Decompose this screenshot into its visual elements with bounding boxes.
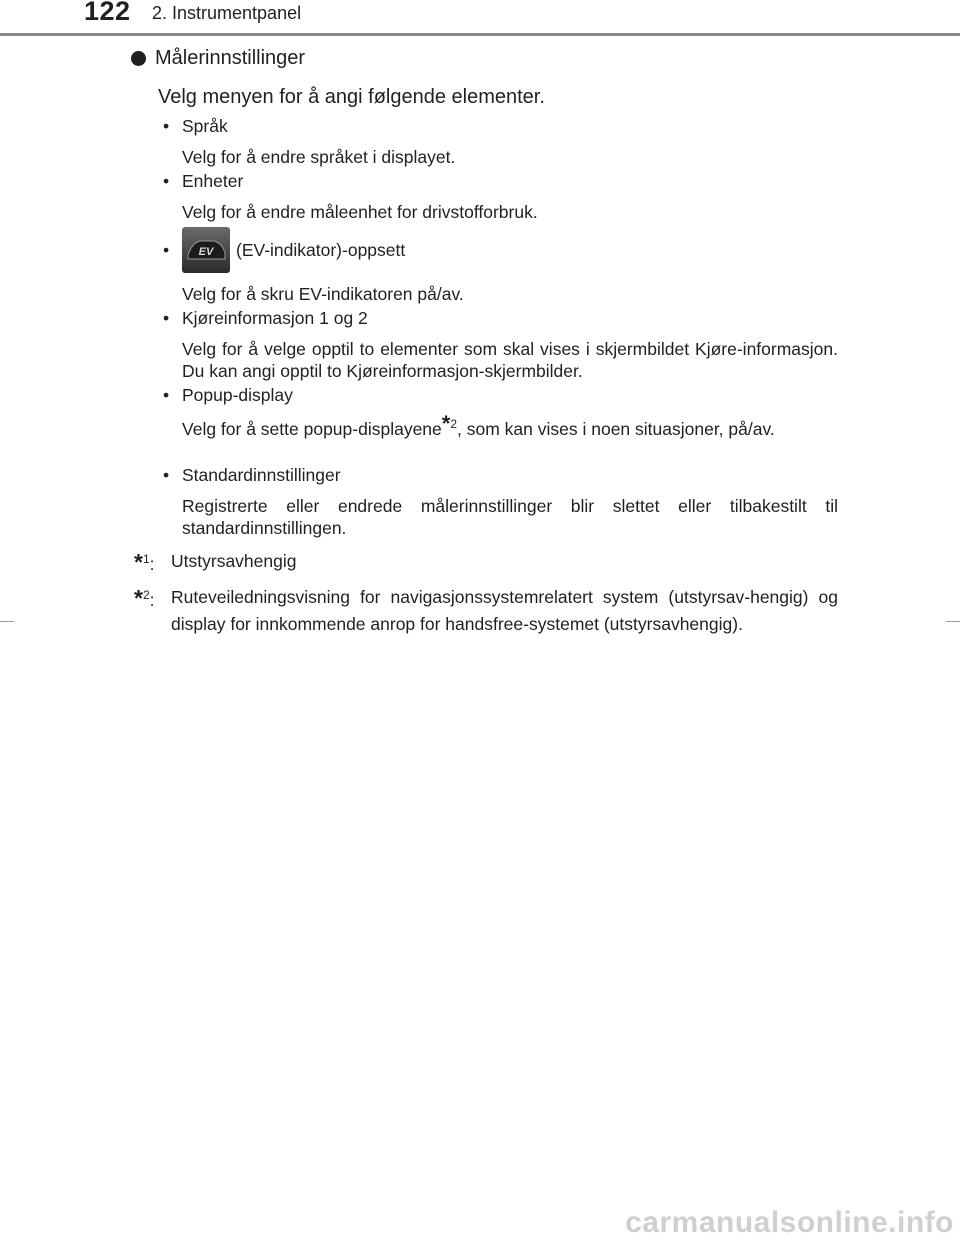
svg-text:EV: EV xyxy=(198,246,214,258)
list-item-desc: Velg for å endre språket i displayet. xyxy=(182,147,456,167)
crop-mark-left xyxy=(0,621,14,622)
list-item-title: • Enheter xyxy=(163,171,244,191)
crop-mark-right xyxy=(946,621,960,622)
section-heading-text: Målerinnstillinger xyxy=(155,47,306,69)
list-item-title: • Kjøreinformasjon 1 og 2 xyxy=(163,308,368,328)
ev-indicator-icon xyxy=(182,227,230,273)
section-intro: Velg menyen for å angi følgende elementer. xyxy=(158,86,545,108)
footnote-text: Utstyrsavhengig xyxy=(171,551,297,571)
chapter-title: 2. Instrumentpanel xyxy=(152,3,302,23)
footnote-marker: *$^2$: xyxy=(134,584,155,611)
header-rule xyxy=(0,33,960,36)
list-item-desc: Velg for å sette popup-displayene$^{*2}$, som kan vises i noen situasjoner, på/av. xyxy=(182,411,775,439)
list-item-title: • Popup-display xyxy=(163,385,293,405)
list-item-title: • Språk xyxy=(163,116,228,136)
list-item-desc: Registrerte eller endrede målerinnstillinger blir slettet eller tilbakestilt til standardinnstillingen. xyxy=(182,496,838,538)
list-item-desc: Velg for å endre måleenhet for drivstofforbruk. xyxy=(182,202,538,222)
footnote-text: Ruteveiledningsvisning for navigasjonssystemrelatert system (utstyrsav-hengig) og display for innkommende anrop for handsfree-systemet (utstyrsavhengig). xyxy=(171,587,838,634)
section-heading xyxy=(131,47,305,70)
list-item-title: • Standardinnstillinger xyxy=(163,465,341,485)
list-item-title: • EV (EV-indikator)-oppsett xyxy=(163,227,405,273)
page-number: 122 xyxy=(84,0,131,26)
list-item-desc: Velg for å skru EV-indikatoren på/av. xyxy=(182,284,464,304)
watermark: carmanualsonline.info xyxy=(625,1206,954,1239)
list-item-desc: Velg for å velge opptil to elementer som skal vises i skjermbildet Kjøre-informasjon. Du kan angi opptil to Kjøreinformasjon-skjermbilder. xyxy=(182,339,838,381)
bullet-circle-icon xyxy=(131,51,146,66)
footnote-marker: *$^1$: xyxy=(134,548,155,575)
